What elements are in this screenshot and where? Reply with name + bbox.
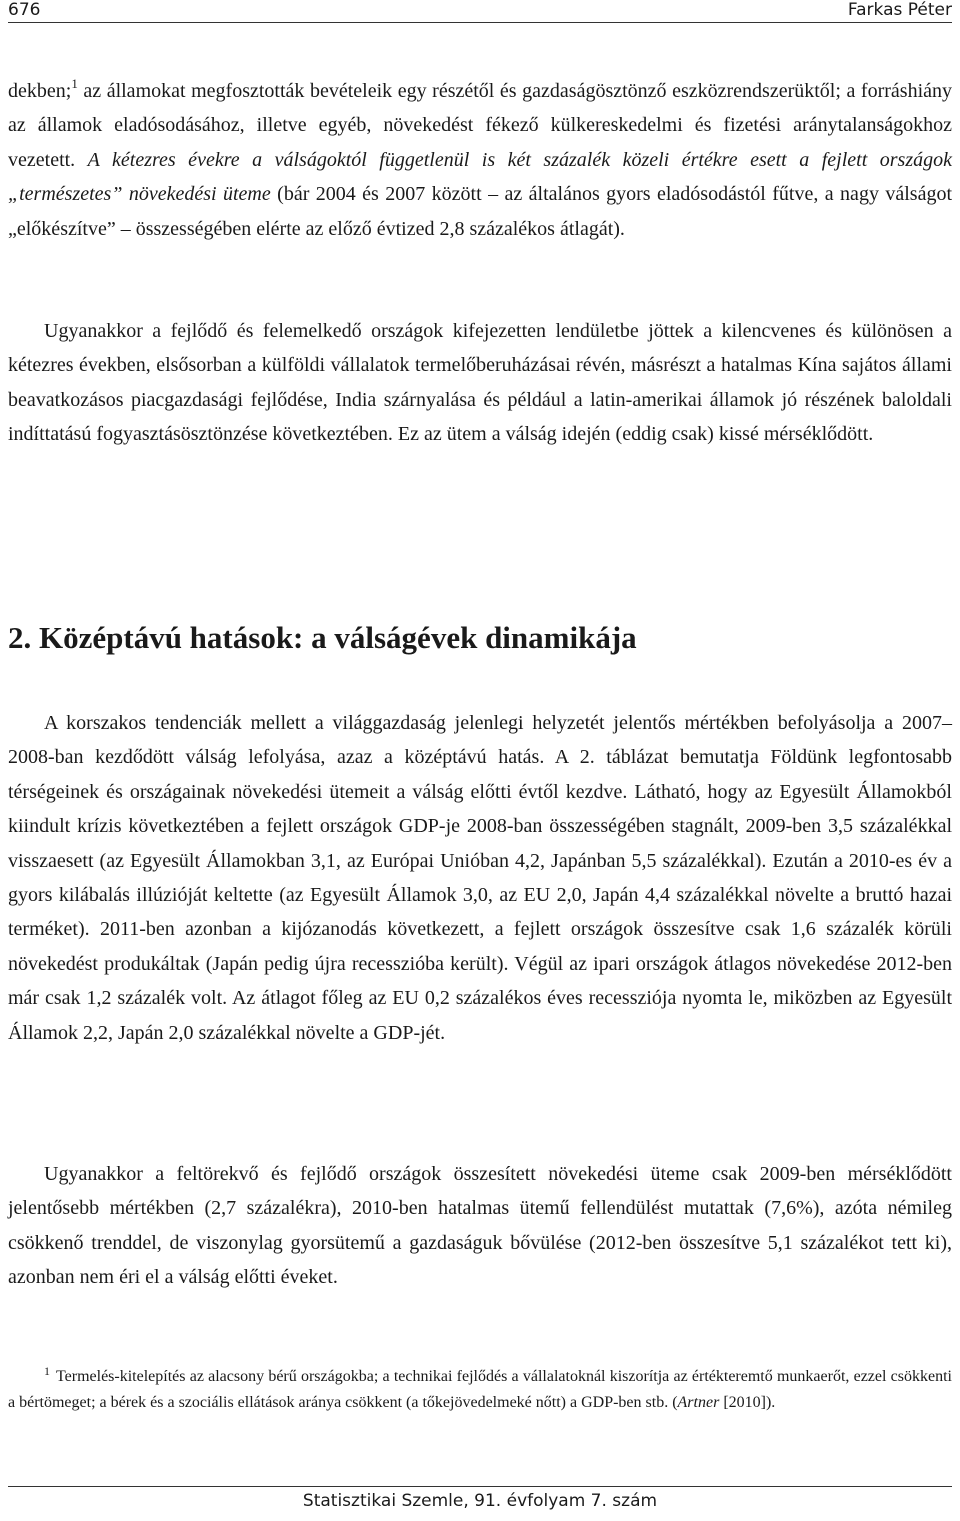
- text-block-2: [8, 314, 952, 452]
- footer-rule: [8, 1486, 952, 1487]
- text-block-continuation: [8, 74, 952, 246]
- footnote-reference[interactable]: 1: [71, 76, 78, 91]
- paragraph-medium-term-effects: A korszakos tendenciák mellett a világgazdaság jelenlegi helyzetét jelentős mértékben befolyásolja a 2007–2008-ban kezdődött válság lefolyása, azaz a középtávú hatás. A 2. táblázat bemutatja Földünk legfontosabb térségeinek és országainak növekedési ütemeit a válság előtti évtől kezdve. Látható, hogy az Egyesült Államokból kiindult krízis következtében a fejlett országok GDP-je 2008-ban összességében stagnált, 2009-ben 3,5 százalékkal visszaesett (az Egyesült Államokban 3,1, az Európai Unióban 4,2, Japánban 5,5 százalékkal). Ezután a 2010-es év a gyors kilábalás illúzióját keltette (az Egyesült Államok 3,0, az EU 2,0, Japán 4,4 százalékkal növelte a bruttó hazai terméket). 2011-ben azonban a kijózanodás következett, a fejlett országok összesítve csak 1,6 százalék körüli növekedést produkáltak (Japán pedig újra recesszióba került). Végül az ipari országok átlagos növekedése 2012-ben már csak 1,2 százalék volt. Az átlagot főleg az EU 0,2 százalékos éves recessziója nyomta le, miközben az Egyesült Államok 2,2, Japán 2,0 százalékkal növelte a GDP-jét.: [8, 712, 952, 1044]
- text-block-3: [8, 706, 952, 1050]
- journal-footer: Statisztikai Szemle, 91. évfolyam 7. szám: [302, 1491, 658, 1511]
- para1-lead: dekben;: [8, 80, 72, 102]
- footnote-citation-author: Artner: [677, 1394, 720, 1411]
- footnote-citation-tail: [2010]).: [719, 1394, 776, 1411]
- footnote: [8, 1364, 952, 1416]
- para1-tail: (bár 2004 és 2007 között – az általános gyors eladósodástól fűtve, a nagy válságot „előkészítve” – összességében elérte az előző évtized 2,8 százalékos átlagát).: [8, 183, 952, 240]
- section-heading: 2. Középtávú hatások: a válságévek dinamikája: [8, 620, 637, 655]
- para1-italic-emphasis: A kétezres évekre a válságoktól függetlenül is két százalék közeli értékre esett a fejlett országok „természetes” növekedési üteme: [8, 148, 952, 206]
- text-block-4: [8, 1157, 952, 1295]
- footnote-number: 1: [44, 1364, 50, 1378]
- paragraph-continuation: [8, 74, 952, 246]
- paragraph-emerging-growth: Ugyanakkor a feltörekvő és fejlődő országok összesített növekedési üteme csak 2009-ben mérséklődött jelentősebb mértékben (2,7 százalékra), 2010-ben hatalmas ütemű fellendülést mutattak (7,6%), azóta némileg csökkenő trenddel, de viszonylag gyorsütemű a gazdaságuk bővülése (2012-ben összesítve 5,1 százalékot tett ki), azonban nem éri el a válság előtti éveket.: [8, 1163, 952, 1289]
- para1-body: az államokat megfosztották bevételeik egy részétől és gazdaságösztönző eszközrendszerüktől; a forráshiány az államok eladósodásához, illetve egyéb, növekedést fékező külkereskedelmi és fizetési aránytalanságokhoz vezetett.: [8, 80, 952, 171]
- running-author: Farkas Péter: [847, 0, 952, 20]
- page-number: 676: [8, 0, 41, 20]
- paragraph-developing-countries: Ugyanakkor a fejlődő és felemelkedő országok kifejezetten lendületbe jöttek a kilencvenes és különösen a kétezres években, elsősorban a külföldi vállalatok termelőberuházásai révén, másrészt a hatalmas Kína sajátos állami beavatkozásos piacgazdasági fejlődése, India szárnyalása és például a latin-amerikai államok jó részének baloldali indíttatású fogyasztásösztönzése következtében. Ez az ütem a válság idején (eddig csak) kissé mérséklődött.: [8, 320, 952, 446]
- footnote-text: Termelés-kitelepítés az alacsony bérű országokba; a technikai fejlődés a vállalatoknál kiszorítja az értékteremtő munkaerőt, ezzel csökkenti a bértömeget; a bérek és a szociális ellátások aránya csökkent (a tőkejövedelmeké nőtt) a GDP-ben stb. (: [8, 1368, 952, 1411]
- page-header: [8, 0, 952, 23]
